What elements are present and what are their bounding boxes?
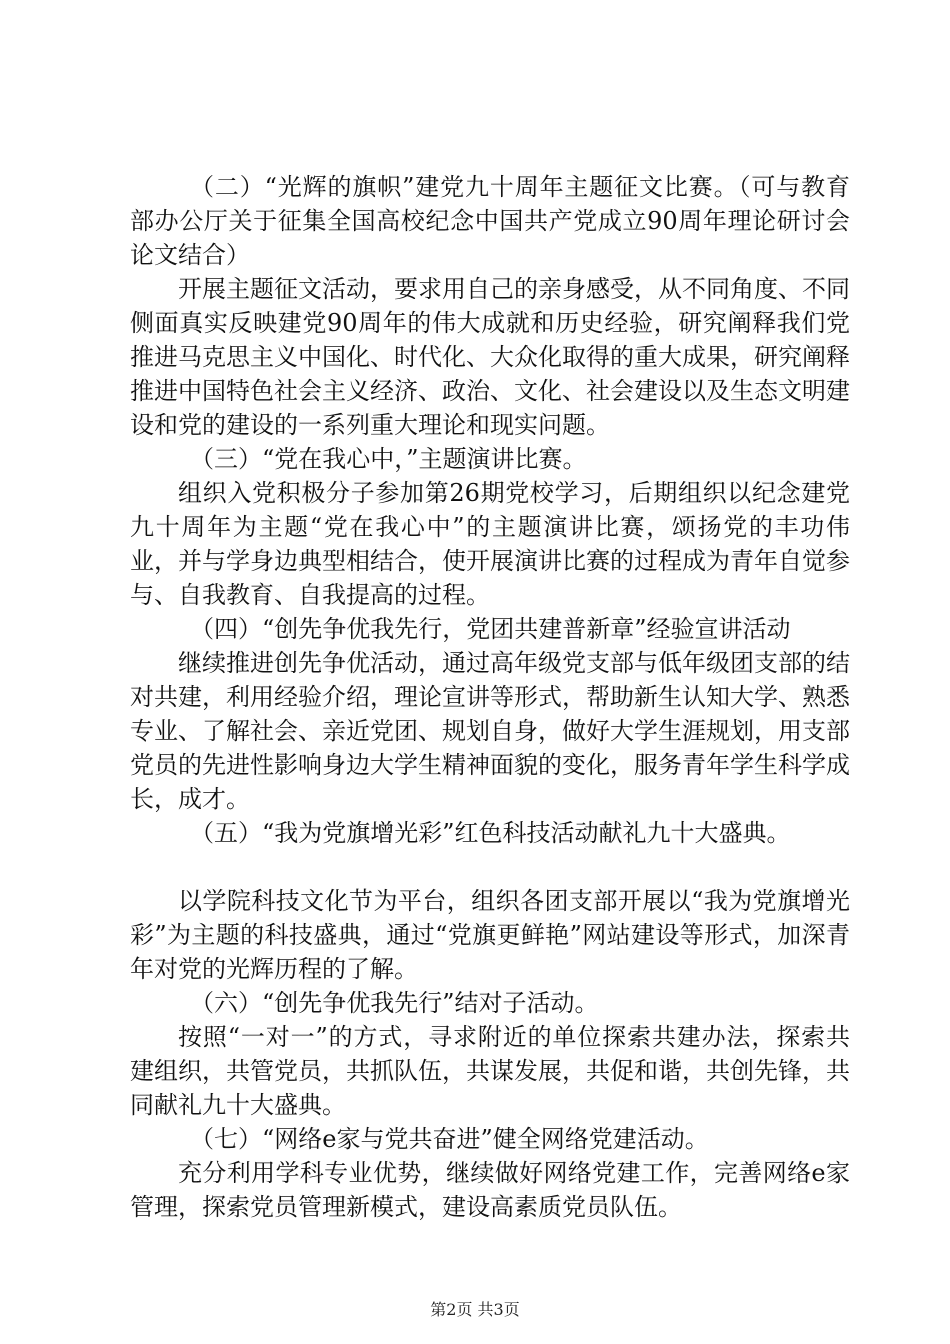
document-body <box>130 170 850 1224</box>
section-heading-2: （二）“光辉的旗帜”建党九十周年主题征文比赛。（可与教育部办公厅关于征集全国高校纪念中国共产党成立90周年理论研讨会论文结合） <box>130 173 850 269</box>
body-paragraph: 按照“一对一”的方式，寻求附近的单位探索共建办法，探索共建组织，共管党员，共抓队伍，共谋发展，共促和谐，共创先锋，共同献礼九十大盛典。 <box>130 1023 850 1119</box>
section-heading-7: （七）“网络e家与党共奋进”健全网络党建活动。 <box>190 1125 709 1153</box>
blank-line <box>130 850 850 884</box>
section-heading-5: （五）“我为党旗增光彩”红色科技活动献礼九十大盛典。 <box>190 819 791 847</box>
body-paragraph: 以学院科技文化节为平台，组织各团支部开展以“我为党旗增光彩”为主题的科技盛典，通过“党旗更鲜艳”网站建设等形式，加深青年对党的光辉历程的了解。 <box>130 887 850 983</box>
page-number-footer: 第2页 共3页 <box>430 1300 520 1319</box>
section-heading-3: （三）“党在我心中，”主题演讲比赛。 <box>190 445 587 473</box>
section-heading-6: （六）“创先争优我先行”结对子活动。 <box>190 989 599 1017</box>
section-heading-4: （四）“创先争优我先行，党团共建普新章”经验宣讲活动 <box>190 615 791 643</box>
body-paragraph: 开展主题征文活动，要求用自己的亲身感受，从不同角度、不同侧面真实反映建党90周年的伟大成就和历史经验，研究阐释我们党推进马克思主义中国化、时代化、大众化取得的重大成果，研究阐释推进中国特色社会主义经济、政治、文化、社会建设以及生态文明建设和党的建设的一系列重大理论和现实问题。 <box>130 275 850 439</box>
body-paragraph: 充分利用学科专业优势，继续做好网络党建工作，完善网络e家管理，探索党员管理新模式，建设高素质党员队伍。 <box>130 1159 850 1221</box>
body-paragraph: 组织入党积极分子参加第26期党校学习，后期组织以纪念建党九十周年为主题“党在我心中”的主题演讲比赛，颂扬党的丰功伟业，并与学身边典型相结合，使开展演讲比赛的过程成为青年自觉参与、自我教育、自我提高的过程。 <box>130 479 850 609</box>
body-paragraph: 继续推进创先争优活动，通过高年级党支部与低年级团支部的结对共建，利用经验介绍，理论宣讲等形式，帮助新生认知大学、熟悉专业、了解社会、亲近党团、规划自身，做好大学生涯规划，用支部党员的先进性影响身边大学生精神面貌的变化，服务青年学生科学成长，成才。 <box>130 649 850 813</box>
